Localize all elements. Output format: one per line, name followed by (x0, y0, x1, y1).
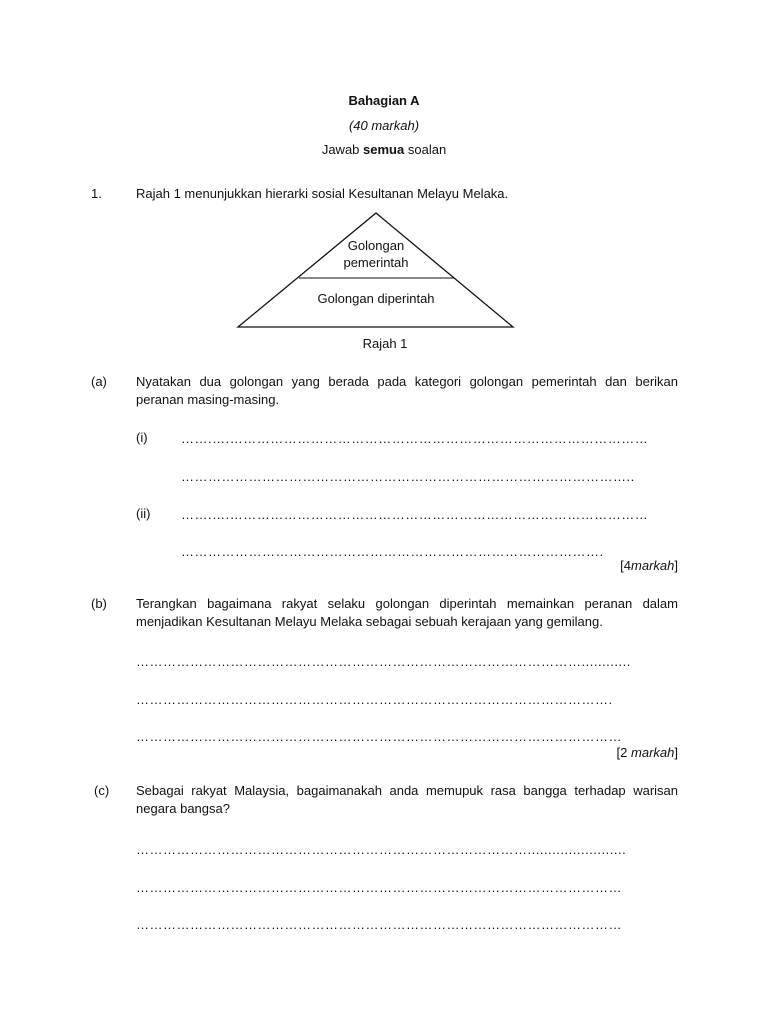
part-b-label: (b) (91, 596, 107, 611)
part-a-sub-i-label: (i) (136, 430, 148, 445)
part-a-sub-ii-label: (ii) (136, 506, 151, 521)
part-c-text: Sebagai rakyat Malaysia, bagaimanakah anda memupuk rasa bangga terhadap warisan negara bangsa? (136, 783, 678, 816)
part-a-label: (a) (91, 374, 107, 389)
ruled-class-label: Golongan diperintah (317, 291, 435, 306)
part-c-answer-line-1[interactable]: ……………………………………………………………………………........................ (136, 843, 627, 857)
part-a-marks-close: ] (674, 558, 678, 573)
part-b-marks-open: [2 (616, 745, 632, 760)
part-c-answer-line-3[interactable]: ……………………………………………………………………………………………… (136, 918, 622, 932)
section-instruction (0, 142, 768, 158)
section-marks: (40 markah) (348, 118, 420, 133)
part-b-marks-word: markah (631, 745, 675, 760)
part-a-marks-open: [4 (620, 558, 632, 573)
part-b-marks-close: ] (674, 745, 678, 760)
triangle-outline (238, 213, 513, 327)
part-a-sub-i-answer-line-1[interactable]: …….….………………………………………………………………………………… (181, 432, 649, 446)
instruction-bold: semua (363, 142, 405, 157)
part-b-marks (617, 745, 678, 761)
instruction-prefix: Jawab (321, 142, 360, 157)
part-a-marks (620, 558, 678, 574)
part-b-answer-line-1[interactable]: ………………………………………………………………………………………............ (136, 655, 631, 669)
hierarchy-triangle-diagram (232, 206, 522, 331)
part-a-text: Nyatakan dua golongan yang berada pada kategori golongan pemerintah dan berikan peranan masing-masing. (136, 374, 678, 407)
diagram-caption: Rajah 1 (362, 336, 408, 351)
instruction-suffix: soalan (407, 142, 447, 157)
ruling-class-label-line1: Golongan (347, 238, 405, 253)
part-c-answer-line-2[interactable]: ……………………………………………………………………………………………… (136, 881, 622, 895)
part-a-sub-ii-answer-line-2[interactable]: …………………………………………………………………………………. (181, 545, 604, 559)
part-b-text: Terangkan bagaimana rakyat selaku golongan diperintah memainkan peranan dalam menjadikan Kesultanan Melayu Melaka sebagai sebuah kerajaan yang gemilang. (136, 596, 678, 629)
part-a-marks-word: markah (631, 558, 675, 573)
part-b-answer-line-3[interactable]: ……………………………………………………………………………………………… (136, 730, 622, 744)
ruling-class-label-line2: pemerintah (343, 255, 409, 270)
part-a-sub-i-answer-line-2[interactable]: ……………………………………………………………………………………….. (181, 470, 635, 484)
section-title: Bahagian A (348, 93, 420, 108)
part-a-sub-ii-answer-line-1[interactable]: …….….………………………………………………………………………………… (181, 508, 649, 522)
part-c-label: (c) (94, 783, 110, 798)
question-stem: Rajah 1 menunjukkan hierarki sosial Kesultanan Melayu Melaka. (136, 186, 509, 201)
question-number: 1. (91, 186, 102, 201)
part-b-answer-line-2[interactable]: ……………………………………………………………………………………………. (136, 693, 613, 707)
